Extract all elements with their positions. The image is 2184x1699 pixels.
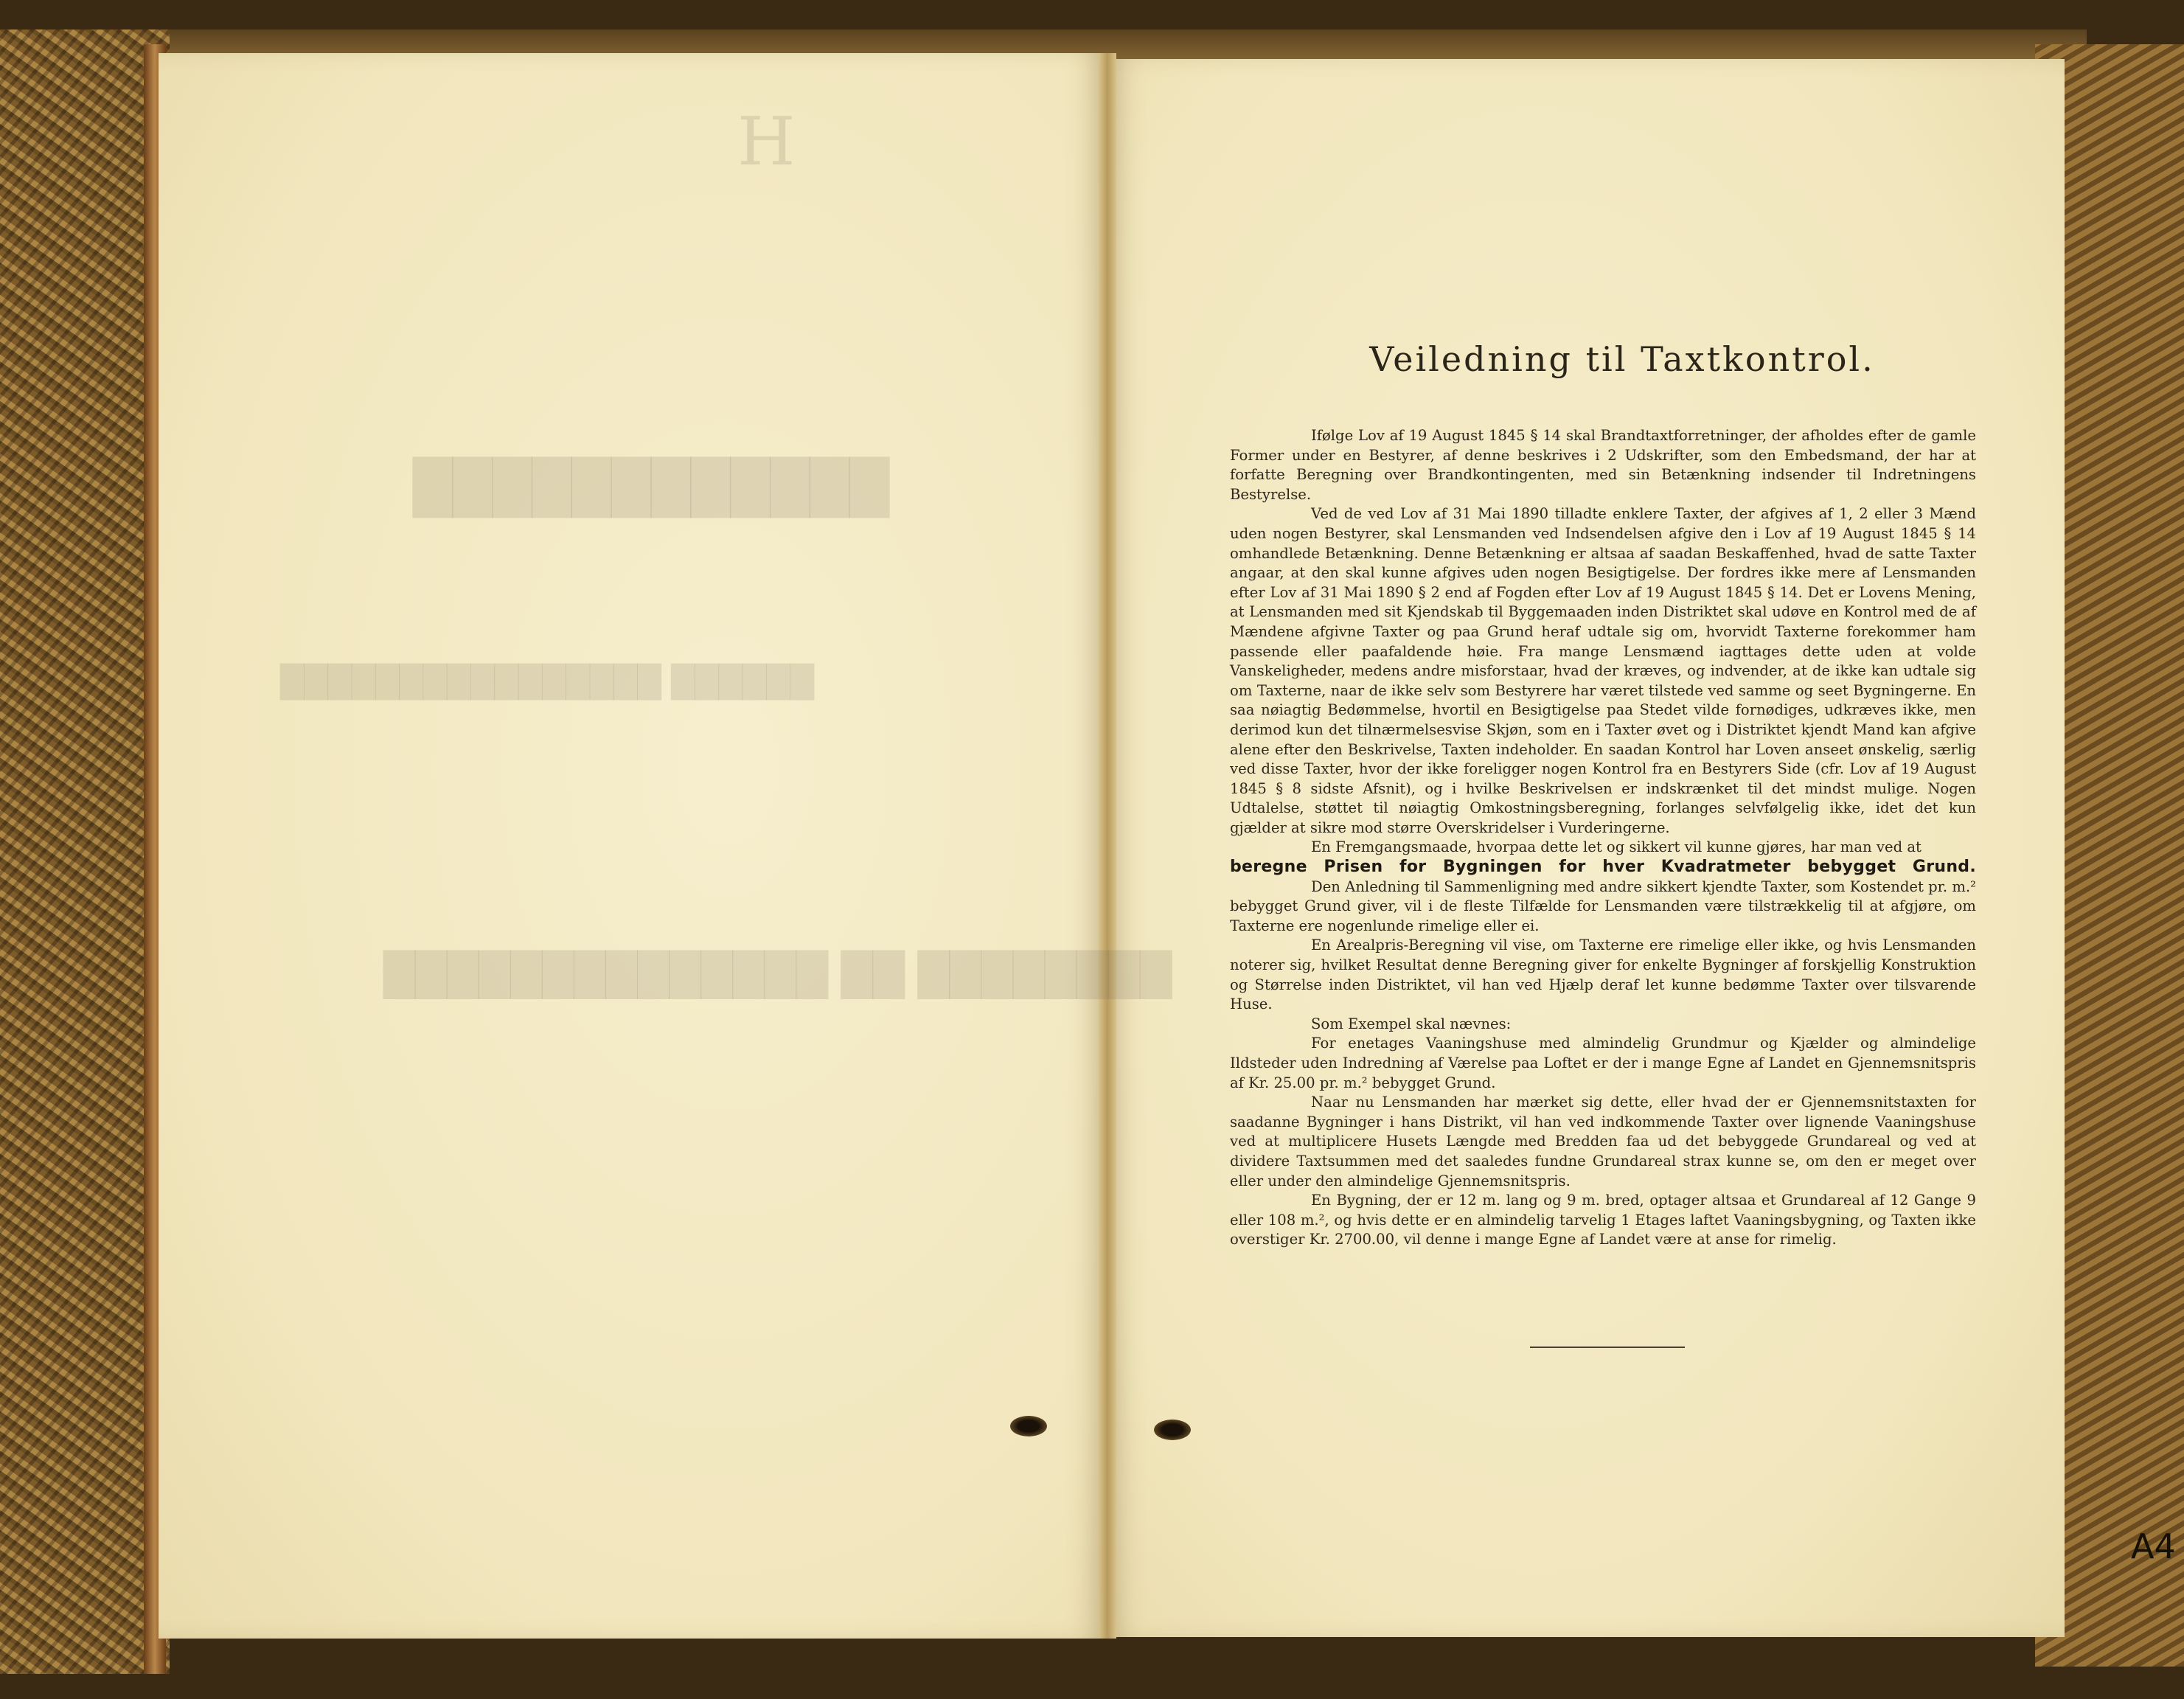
paragraph: Naar nu Lensmanden har mærket sig dette, eller hvad der er Gjennemsnitstaxten for saadanne Bygninger i hans Distrikt, vil han ved indkommende Taxter over lignende Vaaningshuse ved at multiplicere Husets Længde med Bredden faa ud det bebyggede Grundareal og ved at dividere Taxtsummen med det saaledes fundne Grundareal strax kunne se, om den er meget over eller under den almindelige Gjennemsnitspris. (1230, 1094, 1976, 1189)
paragraph: Ved de ved Lov af 31 Mai 1890 tilladte enklere Taxter, der afgives af 1, 2 eller 3 Mænd uden nogen Bestyrer, skal Lensmanden ved Indsendelsen afgive den i Lov af 19 August 1845 § 14 omhandlede Betænkning. Denne Betænkning er altsaa af saadan Beskaffenhed, hvad de satte Taxter angaar, at den skal kunne afgives uden nogen Besigtigelse. Der fordres ikke mere af Lensmanden efter Lov af 31 Mai 1890 § 2 end af Fogden efter Lov af 19 August 1845 § 14. Det er Lovens Mening, at Lensmanden med sit Kjendskab til Byggemaaden inden Distriktet skal udøve en Kontrol med de af Mændene afgivne Taxter og paa Grund heraf udtale sig om, hvorvidt Taxterne forekommer ham passende eller paafaldende høie. Fra mange Lensmænd iagttages dette uden at volde Vanskeligheder, medens andre misforstaar, hvad der kræves, og indvender, at de ikke kan udtale sig om Taxterne, naar de ikke selv som Bestyrere har været tilstede ved samme og seet Bygningerne. En saa nøiagtig Bedømmelse, hvortil en Besigtigelse paa Stedet vilde fornødiges, udkræves ikke, men derimod kun det tilnærmelsesvise Skjøn, som en i Taxter øvet og i Distriktet kjendt Mand kan afgive alene efter den Beskrivelse, Taxten indeholder. En saadan Kontrol har Loven anseet ønskelig, særlig ved disse Taxter, hvor der ikke foreligger nogen Kontrol fra en Bestyrers Side (cfr. Lov af 19 August 1845 § 8 sidste Afsnit), og i hvilke Beskrivelsen er indskrænket til det mindst mulige. Nogen Udtalelse, støttet til nøiagtig Omkostningsberegning, forlanges selvfølgelig ikke, idet det kun gjælder at sikre mod større Overskridelser i Vurderingerne. (1230, 505, 1976, 836)
binding-hole-left (1010, 1416, 1047, 1436)
bleed-through-mark: ████████ ██ ██████████████ (383, 951, 1172, 999)
bleed-through-mark: H (737, 103, 796, 181)
bleed-through-mark: ████████████ (413, 457, 889, 518)
instruction-text (1230, 426, 1976, 1250)
bleed-through-mark: ██████ ████████████████ (280, 664, 814, 700)
end-rule (1530, 1347, 1685, 1348)
paragraph: Ifølge Lov af 19 August 1845 § 14 skal Brandtaxtforretninger, der afholdes efter de gamle Former under en Bestyrer, af denne beskrives i 2 Udskrifter, som den Embedsmand, der har at forfatte Beregning over Brandkontingenten, med sin Betænkning indsender til Indretningens Bestyrelse. (1230, 427, 1976, 503)
paragraph: En Bygning, der er 12 m. lang og 9 m. bred, optager altsaa et Grundareal af 12 Gange 9 eller 108 m.², og hvis dette er en almindelig tarvelig 1 Etages laftet Vaaningsbygning, og Taxten ikke overstiger Kr. 2700.00, vil denne i mange Egne af Landet være at anse for rimelig. (1230, 1192, 1976, 1248)
left-page-blank (159, 53, 1106, 1639)
paragraph: Som Exempel skal nævnes: (1311, 1015, 1512, 1032)
binding-hole-right (1154, 1420, 1191, 1440)
paragraph: En Fremgangsmaade, hvorpaa dette let og sikkert vil kunne gjøres, har man ved at (1311, 838, 1922, 856)
paragraph: En Arealpris-Beregning vil vise, om Taxterne ere rimelige eller ikke, og hvis Lensmanden noterer sig, hvilket Resultat denne Beregning giver for enkelte Bygninger af forskjellig Konstruktion og Størrelse inden Distriktet, vil han ved Hjælp deraf let kunne bedømme Taxter over tilsvarende Huse. (1230, 937, 1976, 1013)
paragraph: Den Anledning til Sammenligning med andre sikkert kjendte Taxter, som Kostendet pr. m.² bebygget Grund giver, vil i de fleste Tilfælde for Lensmanden være tilstrækkelig til at afgjøre, om Taxterne ere nogenlunde rimelige eller ei. (1230, 878, 1976, 934)
book-gutter (1099, 53, 1116, 1639)
bold-emphasis-line: beregne Prisen for Bygningen for hver Kvadratmeter bebygget Grund. (1230, 858, 1976, 877)
paragraph: For enetages Vaaningshuse med almindelig Grundmur og Kjælder og almindelige Ildsteder uden Indredning af Værelse paa Loftet er der i mange Egne af Landet en Gjennemsnitspris af Kr. 25.00 pr. m.² bebygget Grund. (1230, 1035, 1976, 1091)
margin-mark: A4 (2131, 1526, 2176, 1566)
page-title: Veiledning til Taxtkontrol. (1369, 339, 1875, 379)
